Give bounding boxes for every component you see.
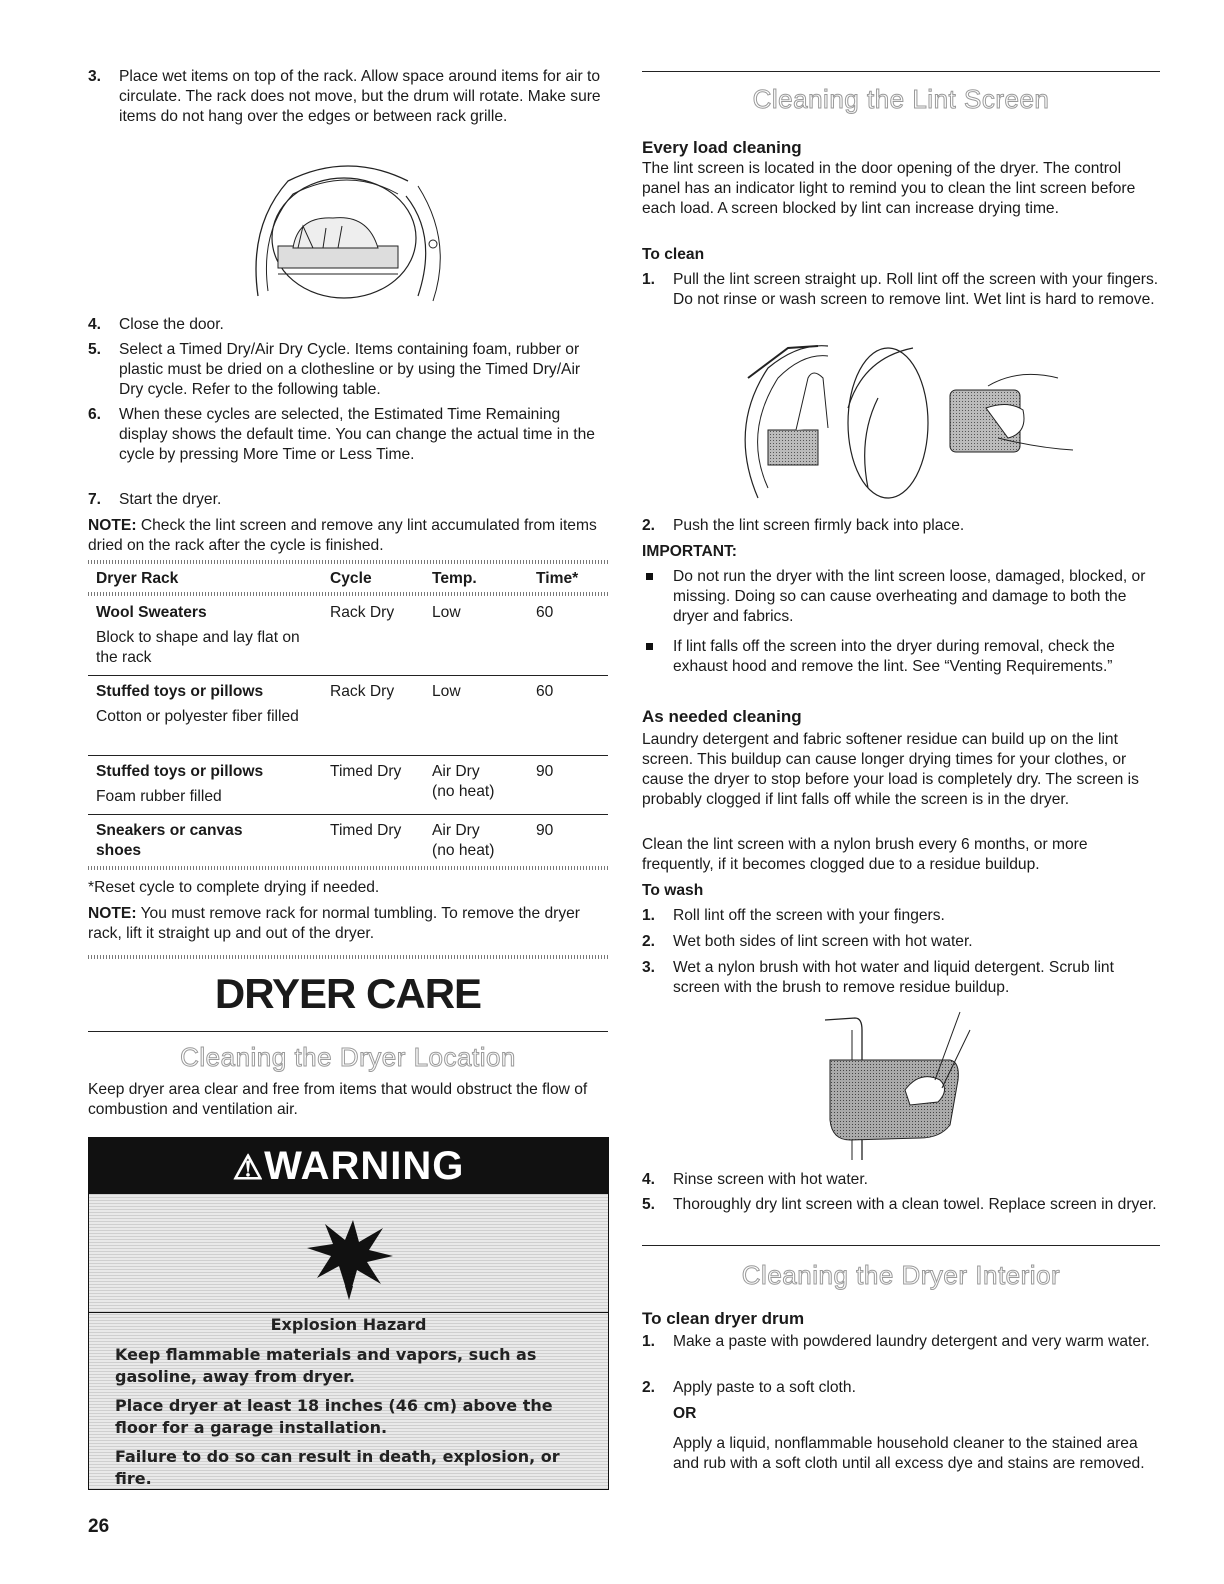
table-bottom-border — [88, 866, 608, 870]
subhead-rule — [642, 1245, 1160, 1246]
dryer-rack-illustration — [238, 156, 458, 306]
subhead-dryer-location: Cleaning the Dryer Location — [180, 1042, 516, 1072]
table-header: Temp. — [432, 570, 477, 587]
table-header: Time* — [536, 570, 579, 587]
table-top-border — [88, 560, 608, 564]
to-wash-heading: To wash — [642, 882, 704, 899]
bullet-square-icon — [646, 643, 653, 650]
warning-line-2: Place dryer at least 18 inches (46 cm) above the floor for a garage installation. — [115, 1396, 553, 1437]
drum-alt-text: Apply a liquid, nonflammable household cleaner to the stained area and rub with a soft cloth until all excess dye and stains are removed. — [673, 1435, 1145, 1472]
subhead-dryer-interior: Cleaning the Dryer Interior — [741, 1260, 1061, 1290]
table-header-border — [88, 592, 608, 596]
section-title: DRYER CARE — [214, 970, 482, 1017]
row-divider — [88, 755, 608, 756]
lint-screen-scrub-illustration — [810, 1010, 990, 1160]
warning-header — [89, 1138, 608, 1194]
warning-triangle-icon: ⚠ — [232, 1149, 265, 1187]
location-text: Keep dryer area clear and free from items that would obstruct the flow of combustion and ventilation air. — [88, 1081, 588, 1118]
table-row: Stuffed toys or pillows Cotton or polyester fiber filled Rack Dry Low 60 — [96, 683, 554, 725]
to-clean-heading: To clean — [642, 246, 705, 263]
table-row: Sneakers or canvas shoes Timed Dry Air Dry (no heat) 90 — [96, 822, 554, 859]
row-divider — [88, 814, 608, 815]
important-label: IMPORTANT: — [642, 543, 737, 560]
as-needed-heading: As needed cleaning — [642, 707, 802, 726]
drum-heading: To clean dryer drum — [642, 1309, 805, 1328]
explosion-icon — [299, 1216, 399, 1306]
table-row: Wool Sweaters Block to shape and lay flat on the rack Rack Dry Low 60 — [96, 604, 554, 666]
as-needed-text-2: Clean the lint screen with a nylon brush every 6 months, or more frequently, if it becomes clogged due to a residue buildup. — [642, 836, 1088, 873]
as-needed-text-1: Laundry detergent and fabric softener residue can build up on the lint screen. This buildup can cause longer drying times for your clothes, or cause the dryer to stop before your load is completely dry. The screen is probably clogged if lint falls off while the screen is in the dryer. — [642, 731, 1139, 808]
bullet-square-icon — [646, 573, 653, 580]
subhead-lint-screen: Cleaning the Lint Screen — [752, 84, 1050, 114]
warning-box — [88, 1137, 609, 1490]
row-divider — [88, 675, 608, 676]
table-header: Dryer Rack — [96, 570, 179, 587]
warning-divider — [89, 1312, 608, 1313]
warning-line-3: Failure to do so can result in death, explosion, or fire. — [115, 1447, 560, 1488]
table-row: Stuffed toys or pillows Foam rubber filled Timed Dry Air Dry (no heat) 90 — [96, 763, 554, 805]
page-number: 26 — [88, 1516, 110, 1537]
or-label: OR — [673, 1405, 697, 1422]
subhead-rule — [88, 1031, 608, 1032]
lint-screen-removal-illustration — [728, 338, 1078, 508]
warning-hazard: Explosion Hazard — [270, 1315, 427, 1334]
section-divider — [88, 955, 608, 959]
warning-title: WARNING — [264, 1144, 465, 1188]
note-remove-rack: NOTE: You must remove rack for normal tumbling. To remove the dryer rack, lift it straight up and out of the dryer. — [88, 905, 580, 942]
every-load-text: The lint screen is located in the door opening of the dryer. The control panel has an indicator light to remind you to clean the lint screen before each load. A screen blocked by lint can increase drying time. — [642, 160, 1136, 217]
warning-line-1: Keep flammable materials and vapors, such as gasoline, away from dryer. — [115, 1345, 537, 1386]
every-load-heading: Every load cleaning — [642, 138, 802, 157]
subhead-rule — [642, 71, 1160, 72]
table-header: Cycle — [330, 570, 372, 587]
note-lint-rack: NOTE: Check the lint screen and remove any lint accumulated from items dried on the rack after the cycle is finished. — [88, 517, 597, 554]
table-footnote: *Reset cycle to complete drying if needed. — [88, 879, 380, 896]
